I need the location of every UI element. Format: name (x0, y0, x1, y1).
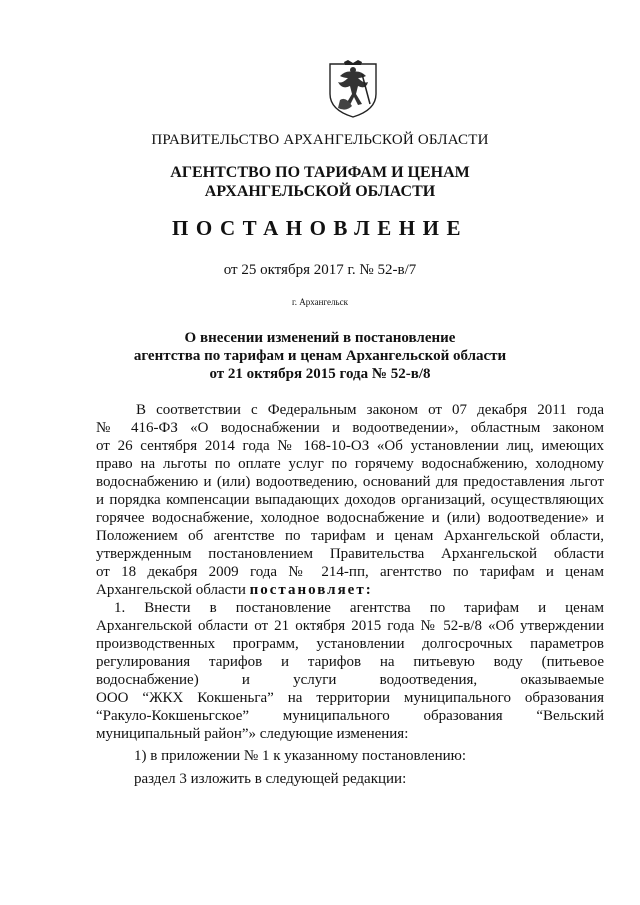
paragraph2-line: ООО “ЖКХ Кокшеньга” на территории муниципального образования (96, 690, 604, 706)
document-subject (0, 329, 640, 383)
agency-name-line1: АГЕНТСТВО ПО ТАРИФАМ И ЦЕНАМ (170, 164, 470, 181)
paragraph2-line: регулирования тарифов и тарифов на питьевую воду (питьевое (96, 654, 604, 670)
paragraph2-line: “Ракуло-Кокшеньгское” муниципального образования “Вельский (96, 708, 604, 724)
government-name: ПРАВИТЕЛЬСТВО АРХАНГЕЛЬСКОЙ ОБЛАСТИ (151, 132, 489, 148)
paragraph1-line: и порядка компенсации выпадающих доходов организаций, осуществляющих (96, 492, 604, 508)
paragraph1-last-prefix: Архангельской области (96, 582, 250, 598)
paragraph2-line: производственных программ, установлении долгосрочных параметров (96, 636, 604, 652)
item-2-text: раздел 3 изложить в следующей редакции: (134, 771, 407, 787)
paragraph1-line: утвержденным постановлением Правительства Архангельской области (96, 546, 604, 562)
resolves-keyword: постановляет: (249, 582, 373, 598)
subject-line2: агентства по тарифам и ценам Архангельской области (133, 348, 507, 364)
paragraph1-last-line (96, 582, 604, 599)
paragraph1-line: Положением об агентстве по тарифам и ценам Архангельской области, (96, 528, 604, 544)
subject-line3: от 21 октября 2015 года № 52-в/8 (209, 366, 431, 382)
paragraph1-line: горячее водоснабжение, холодное водоснабжение и (или) водоотведение» и (96, 510, 604, 526)
paragraph1-line: от 26 сентября 2014 года № 168-10-ОЗ «Об установлении лиц, имеющих (96, 438, 604, 454)
agency-name (0, 163, 640, 201)
paragraph1-line: В соответствии с Федеральным законом от 07 декабря 2011 года (136, 402, 604, 418)
agency-name-line2: АРХАНГЕЛЬСКОЙ ОБЛАСТИ (204, 183, 436, 200)
paragraph2-last-line: муниципальный район”» следующие изменения: (96, 726, 409, 742)
subject-line1: О внесении изменений в постановление (184, 330, 456, 346)
document-city: г. Архангельск (292, 297, 348, 307)
paragraph1-line: от 18 декабря 2009 года № 214-пп, агентство по тарифам и ценам (96, 564, 604, 580)
paragraph1-line: № 416-ФЗ «О водоснабжении и водоотведении», областным законом (96, 420, 604, 436)
item-1-text: 1) в приложении № 1 к указанному постановлению: (134, 748, 466, 764)
paragraph1-line: право на льготы по оплате услуг по горячему водоснабжению, холодному (96, 456, 604, 472)
paragraph2-line: 1. Внести в постановление агентства по тарифам и ценам (114, 600, 604, 616)
document-title: ПОСТАНОВЛЕНИЕ (172, 216, 468, 240)
paragraph2-line: водоснабжение) и услуги водоотведения, оказываемые (96, 672, 604, 688)
coat-of-arms-emblem (326, 60, 380, 120)
paragraph1-line: водоснабжению и (или) водоотведению, оснований для предоставления льгот (96, 474, 604, 490)
document-date-number: от 25 октября 2017 г. № 52-в/7 (223, 262, 417, 278)
paragraph2-line: Архангельской области от 21 октября 2015 года № 52-в/8 «Об утверждении (96, 618, 604, 634)
